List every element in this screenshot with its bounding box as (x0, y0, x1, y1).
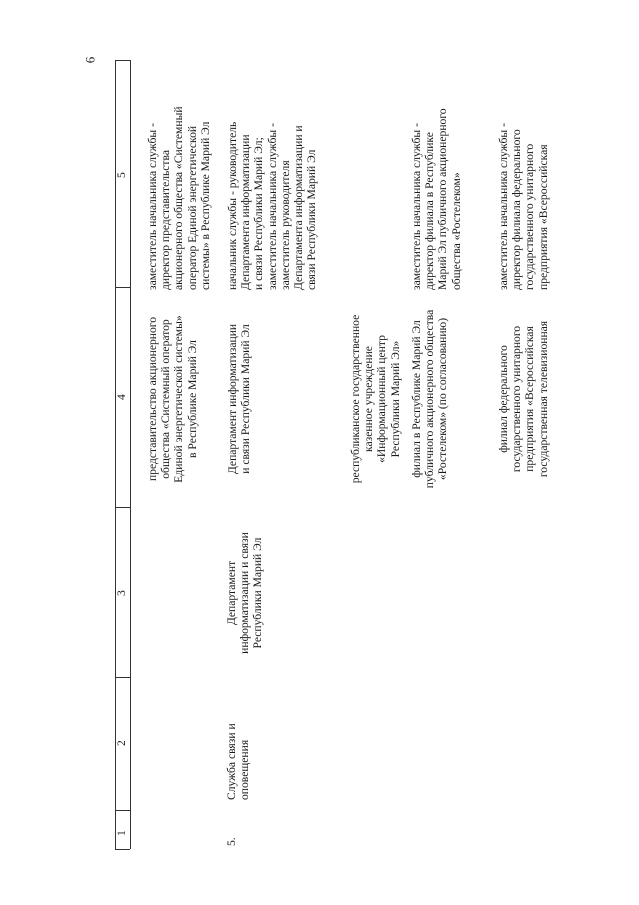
organization-5: филиал федерального государственного унитарного предприятия «Всероссийская государственная телевизионная (497, 320, 550, 478)
row-number: 5. (225, 837, 238, 846)
col-divider-4-5 (115, 810, 130, 811)
responsible-person-4: заместитель начальника службы - директор филиала в Республике Марий Эл публичного акционерного общества «Ростелеком» (410, 108, 463, 290)
service-name: Служба связи и оповещения (225, 723, 252, 800)
organization-3: республиканское государственное казенное учреждение «Информационный центр Республики Марий Эл» (349, 314, 402, 484)
organization-1: представительство акционерного общества «Системный оператор Единой энергетической системы» в Республике Марий Эл (146, 315, 199, 483)
responsible-person-1: заместитель начальника службы - директор представительства акционерного общества «Системный оператор Единой энергетической системы» в Республике Марий Эл (146, 106, 212, 290)
header-col-1: 1 (115, 830, 128, 836)
table-border-bottom (115, 849, 130, 850)
page-number: 6 (82, 56, 98, 64)
header-col-4: 4 (115, 394, 128, 400)
responsible-person-2: начальник службы - руководитель Департамента информатизации и связи Республики Марий Эл; заместитель начальника службы - заместитель руководителя Департамента информатизации и связи Республики Марий Эл (226, 121, 319, 290)
organization-4: филиал в Республике Марий Эл публичного акционерного общества «Ростелеком» (по согласованию) (410, 309, 450, 489)
table-border-left (115, 60, 116, 849)
col-divider-1-2 (115, 287, 130, 288)
table-border-header (130, 60, 131, 849)
header-col-2: 2 (115, 740, 128, 746)
header-col-5: 5 (115, 172, 128, 178)
col-divider-3-4 (115, 677, 130, 678)
col-divider-2-3 (115, 507, 130, 508)
header-col-3: 3 (115, 590, 128, 596)
organization-2: Департамент информатизации и связи Республики Марий Эл (226, 323, 253, 475)
responsible-department: Департамент информатизации и связи Республики Марий Эл (225, 532, 265, 654)
responsible-person-5: заместитель начальника службы - директор филиала федерального государственного унитарного предприятия «Всероссийская (497, 123, 550, 290)
table-border-top (115, 60, 130, 61)
